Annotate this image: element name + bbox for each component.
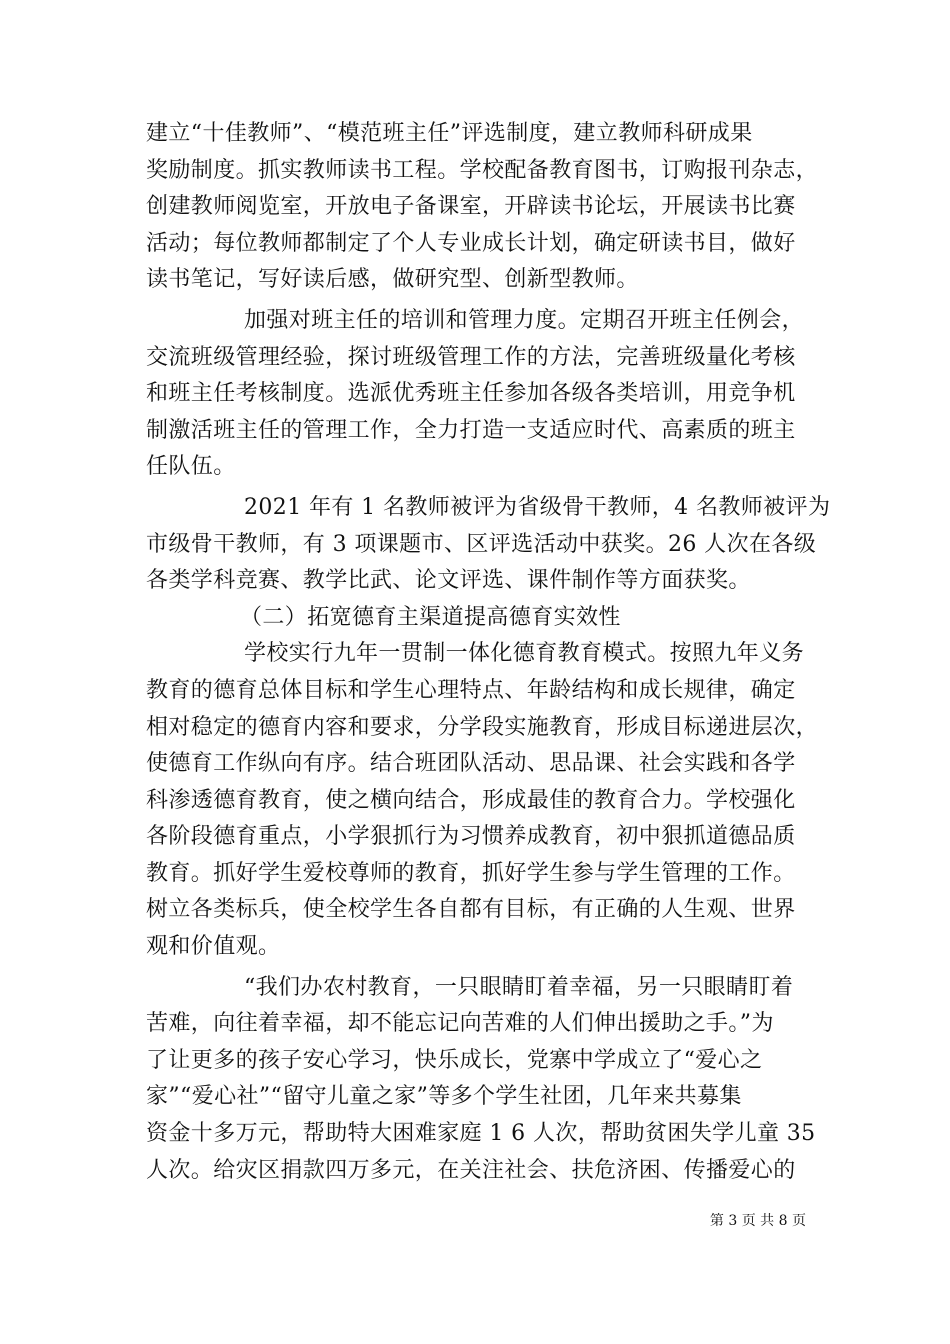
- text-line: 家”“爱心社”“留守儿童之家”等多个学生社团，几年来共募集: [146, 1084, 742, 1110]
- text-line: 苦难，向往着幸福，却不能忘记向苦难的人们伸出援助之手。”为: [146, 1011, 774, 1037]
- text-line: 资金十多万元，帮助特大困难家庭 1 6 人次，帮助贫困失学儿童 35: [146, 1121, 816, 1147]
- document-body: [146, 116, 831, 1189]
- text-line: 使德育工作纵向有序。结合班团队活动、思品课、社会实践和各学: [146, 751, 796, 777]
- text-line: 教育的德育总体目标和学生心理特点、年龄结构和成长规律，确定: [146, 677, 796, 703]
- text-line: 相对稳定的德育内容和要求，分学段实施教育，形成目标递进层次，: [146, 714, 819, 740]
- paragraph-first-line: “我们办农村教育，一只眼睛盯着幸福，另一只眼睛盯着: [244, 974, 794, 1000]
- text-line: 各类学科竞赛、教学比武、论文评选、课件制作等方面获奖。: [146, 568, 751, 594]
- text-line: 交流班级管理经验，探讨班级管理工作的方法，完善班级量化考核: [146, 344, 796, 370]
- text-line: 读书笔记，写好读后感，做研究型、创新型教师。: [146, 267, 639, 293]
- text-line: 任队伍。: [146, 454, 236, 480]
- text-line: 制激活班主任的管理工作，全力打造一支适应时代、高素质的班主: [146, 417, 796, 443]
- text-line: 各阶段德育重点，小学狠抓行为习惯养成教育，初中狠抓道德品质: [146, 824, 796, 850]
- text-line: 奖励制度。抓实教师读书工程。学校配备教育图书，订购报刊杂志，: [146, 157, 819, 183]
- text-line: 教育。抓好学生爱校尊师的教育，抓好学生参与学生管理的工作。: [146, 860, 796, 886]
- text-line: 活动；每位教师都制定了个人专业成长计划，确定研读书目，做好: [146, 230, 796, 256]
- text-line: 和班主任考核制度。选派优秀班主任参加各级各类培训，用竞争机: [146, 381, 796, 407]
- paragraph-first-line: 加强对班主任的培训和管理力度。定期召开班主任例会，: [244, 307, 805, 333]
- section-heading: （二）拓宽德育主渠道提高德育实效性: [240, 604, 621, 630]
- text-line: 创建教师阅览室，开放电子备课室，开辟读书论坛，开展读书比赛: [146, 194, 796, 220]
- paragraph-first-line: 2021 年有 1 名教师被评为省级骨干教师，4 名教师被评为: [244, 494, 831, 520]
- paragraph-first-line: 学校实行九年一贯制一体化德育教育模式。按照九年义务: [244, 641, 805, 667]
- text-line: 建立“十佳教师”、“模范班主任”评选制度，建立教师科研成果: [146, 121, 753, 146]
- text-line: 观和价值观。: [146, 934, 281, 960]
- text-line: 树立各类标兵，使全校学生各自都有目标，有正确的人生观、世界: [146, 897, 796, 923]
- page-number-footer: 第 3 页 共 8 页: [709, 1213, 806, 1229]
- text-line: 了让更多的孩子安心学习，快乐成长，党寨中学成立了“爱心之: [146, 1047, 763, 1073]
- text-line: 市级骨干教师，有 3 项课题市、区评选活动中获奖。26 人次在各级: [146, 531, 817, 557]
- text-line: 科渗透德育教育，使之横向结合，形成最佳的教育合力。学校强化: [146, 787, 796, 813]
- text-line: 人次。给灾区捐款四万多元，在关注社会、扶危济困、传播爱心的: [146, 1157, 796, 1183]
